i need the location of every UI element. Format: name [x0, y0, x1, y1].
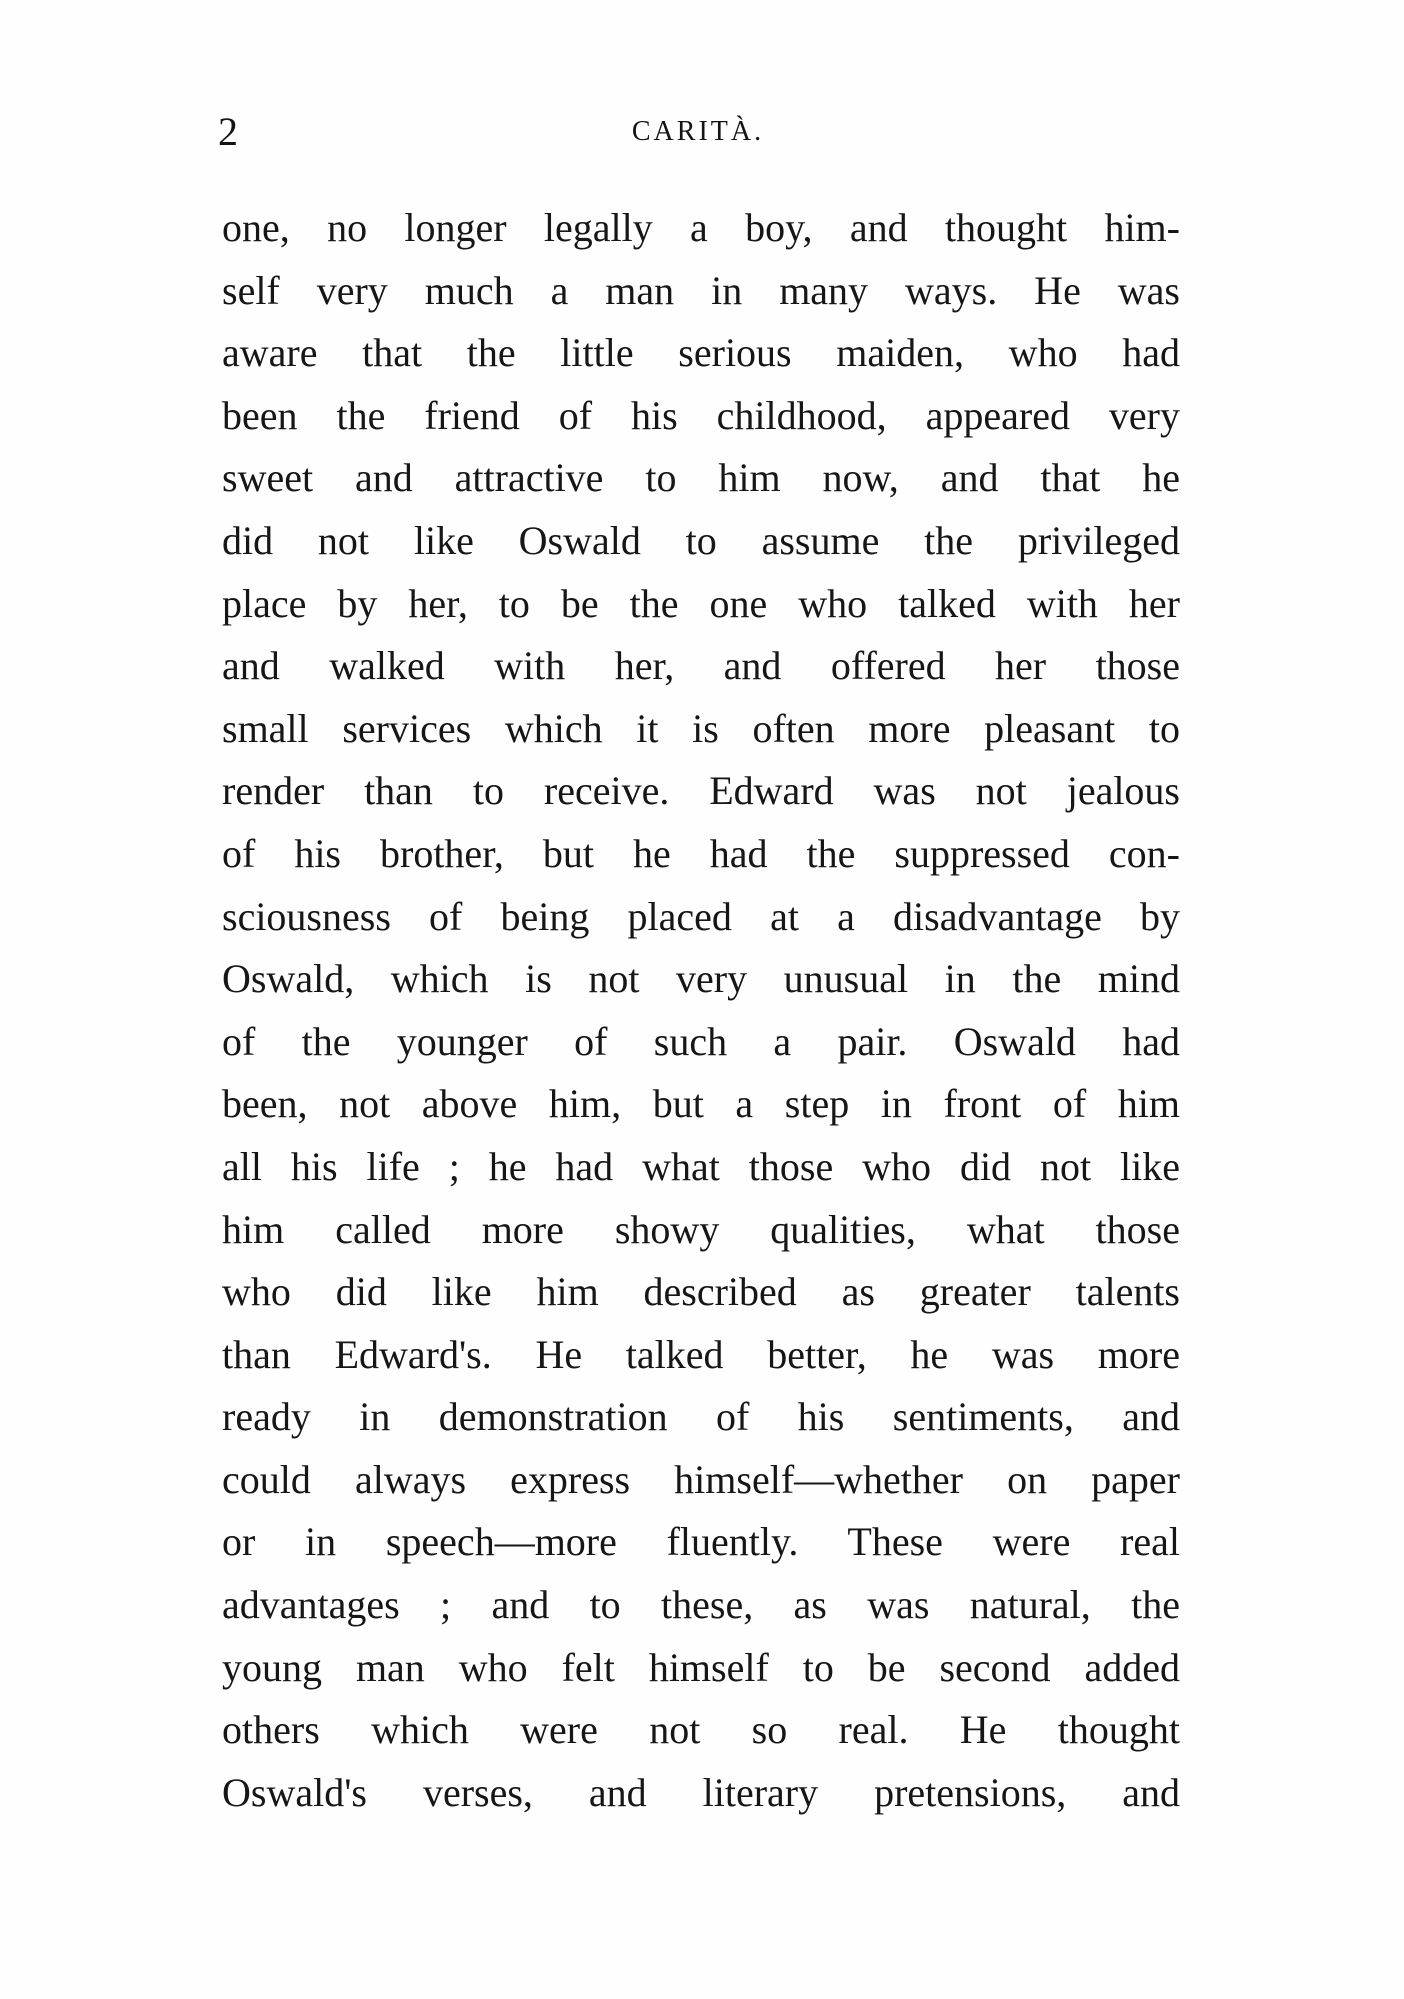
text-line: one, no longer legally a boy, and thought him-: [222, 205, 1180, 250]
text-line: small services which it is often more pleasant to: [222, 705, 1180, 751]
text-line: sweet and attractive to him now, and that he: [222, 455, 1180, 501]
text-line: others which were not so real. He thought: [222, 1707, 1180, 1753]
text-line: him called more showy qualities, what those: [222, 1206, 1180, 1252]
text-line: advantages ; and to these, as was natural, the: [222, 1582, 1180, 1628]
page-number: 2: [218, 109, 238, 154]
text-line: who did like him described as greater talents: [222, 1269, 1180, 1315]
running-head: [218, 108, 1178, 156]
text-line: all his life ; he had what those who did not like: [222, 1143, 1180, 1189]
text-line: or in speech—more fluently. These were real: [222, 1519, 1180, 1565]
text-line: Oswald's verses, and literary pretensions, and: [222, 1769, 1180, 1815]
text-line: than Edward's. He talked better, he was more: [222, 1331, 1180, 1377]
running-title: CARITÀ.: [631, 116, 765, 147]
text-line: place by her, to be the one who talked with her: [222, 580, 1180, 626]
text-line: of his brother, but he had the suppressed con-: [222, 830, 1180, 876]
text-line: and walked with her, and offered her those: [222, 643, 1180, 689]
text-line: young man who felt himself to be second added: [222, 1644, 1180, 1690]
text-line: could always express himself—whether on paper: [222, 1456, 1180, 1502]
text-line: been, not above him, but a step in front of him: [222, 1081, 1180, 1127]
text-line: sciousness of being placed at a disadvantage by: [222, 893, 1180, 939]
body-text: [222, 197, 1180, 1824]
text-line: ready in demonstration of his sentiments, and: [222, 1394, 1180, 1440]
text-line: did not like Oswald to assume the privileged: [222, 517, 1180, 563]
text-line: aware that the little serious maiden, who had: [222, 330, 1180, 376]
text-line: been the friend of his childhood, appeared very: [222, 392, 1180, 438]
text-line: self very much a man in many ways. He was: [222, 267, 1180, 313]
text-line: Oswald, which is not very unusual in the mind: [222, 956, 1180, 1002]
text-line: render than to receive. Edward was not jealous: [222, 768, 1180, 814]
text-line: of the younger of such a pair. Oswald had: [222, 1018, 1180, 1064]
